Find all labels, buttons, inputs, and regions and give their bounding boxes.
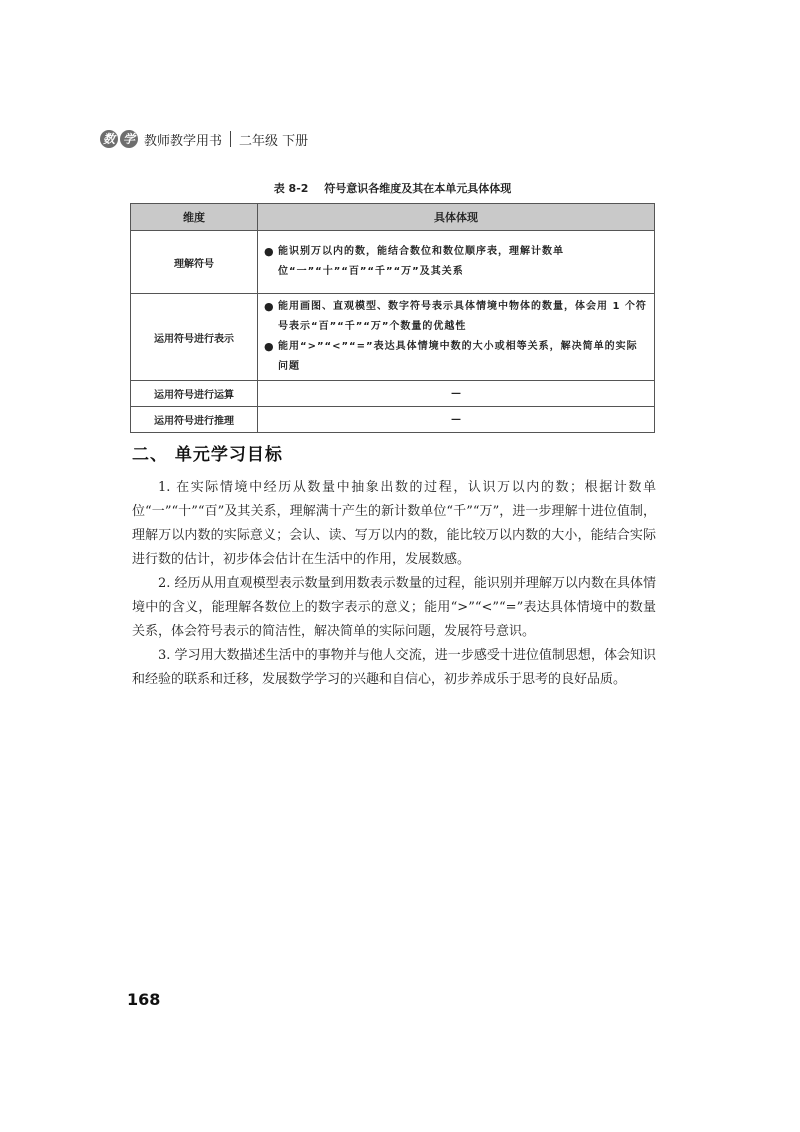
column-header-detail: 具体体现 xyxy=(258,204,655,231)
section-heading: 二、 单元学习目标 xyxy=(132,445,283,465)
header-divider xyxy=(230,131,231,147)
running-header xyxy=(100,128,308,150)
dimension-cell: 运用符号进行表示 xyxy=(131,294,258,381)
logo-char-1: 数 xyxy=(100,130,118,148)
learning-objectives xyxy=(132,476,656,692)
table-number: 表 8-2 xyxy=(273,182,309,195)
page-number: 168 xyxy=(127,990,161,1009)
bullet-item xyxy=(264,297,648,337)
bullet-icon: ● xyxy=(264,340,274,353)
table-row xyxy=(131,381,655,407)
logo-char-2: 学 xyxy=(120,130,138,148)
objective-paragraph: 2. 经历从用直观模型表示数量到用数表示数量的过程，能识别并理解万以内数在具体情境中的含义，能理解各数位上的数字表示的意义；能用“>”“<”“=”表达具体情境中的数量关系，体会符号表示的简洁性，解决简单的实际问题，发展符号意识。 xyxy=(132,576,656,639)
table-title: 符号意识各维度及其在本单元具体体现 xyxy=(324,182,512,195)
bullet-text: 能识别万以内的数，能结合数位和数位顺序表，理解计数单位“一”“十”“百”“千”“万”及其关系 xyxy=(278,246,564,277)
objective-paragraph: 3. 学习用大数描述生活中的事物并与他人交流，进一步感受十进位值制思想，体会知识和经验的联系和迁移，发展数学学习的兴趣和自信心，初步养成乐于思考的良好品质。 xyxy=(132,648,656,687)
dimension-cell: 理解符号 xyxy=(131,231,258,294)
bullet-text: 能用画图、直观模型、数字符号表示具体情境中物体的数量，体会用 1 个符号表示“百”“千”“万”个数量的优越性 xyxy=(278,301,647,332)
bullet-text: 能用“>”“<”“=”表达具体情境中数的大小或相等关系，解决简单的实际问题 xyxy=(278,341,638,372)
dash-cell: — xyxy=(258,407,655,433)
table-row xyxy=(131,231,655,294)
detail-cell xyxy=(258,294,655,381)
dimension-cell: 运用符号进行推理 xyxy=(131,407,258,433)
table-caption xyxy=(130,180,655,196)
bullet-icon: ● xyxy=(264,300,274,313)
bullet-item xyxy=(264,242,648,282)
objective-paragraph: 1. 在实际情境中经历从数量中抽象出数的过程，认识万以内的数；根据计数单位“一”“十”“百”及其关系，理解满十产生的新计数单位“千”“万”，进一步理解十进位值制，理解万以内数的实际意义；会认、读、写万以内的数，能比较万以内数的大小，能结合实际进行数的估计，初步体会估计在生活中的作用，发展数感。 xyxy=(132,480,656,567)
math-logo xyxy=(100,130,140,148)
symbol-sense-table xyxy=(130,203,655,433)
table-header-row xyxy=(131,204,655,231)
bullet-item xyxy=(264,337,648,377)
table-row xyxy=(131,294,655,381)
grade-label: 二年级 下册 xyxy=(239,133,309,149)
column-header-dimension: 维度 xyxy=(131,204,258,231)
dimension-cell: 运用符号进行运算 xyxy=(131,381,258,407)
book-title: 教师教学用书 xyxy=(144,133,223,149)
table-row xyxy=(131,407,655,433)
detail-cell xyxy=(258,231,655,294)
bullet-icon: ● xyxy=(264,245,274,258)
dash-cell: — xyxy=(258,381,655,407)
